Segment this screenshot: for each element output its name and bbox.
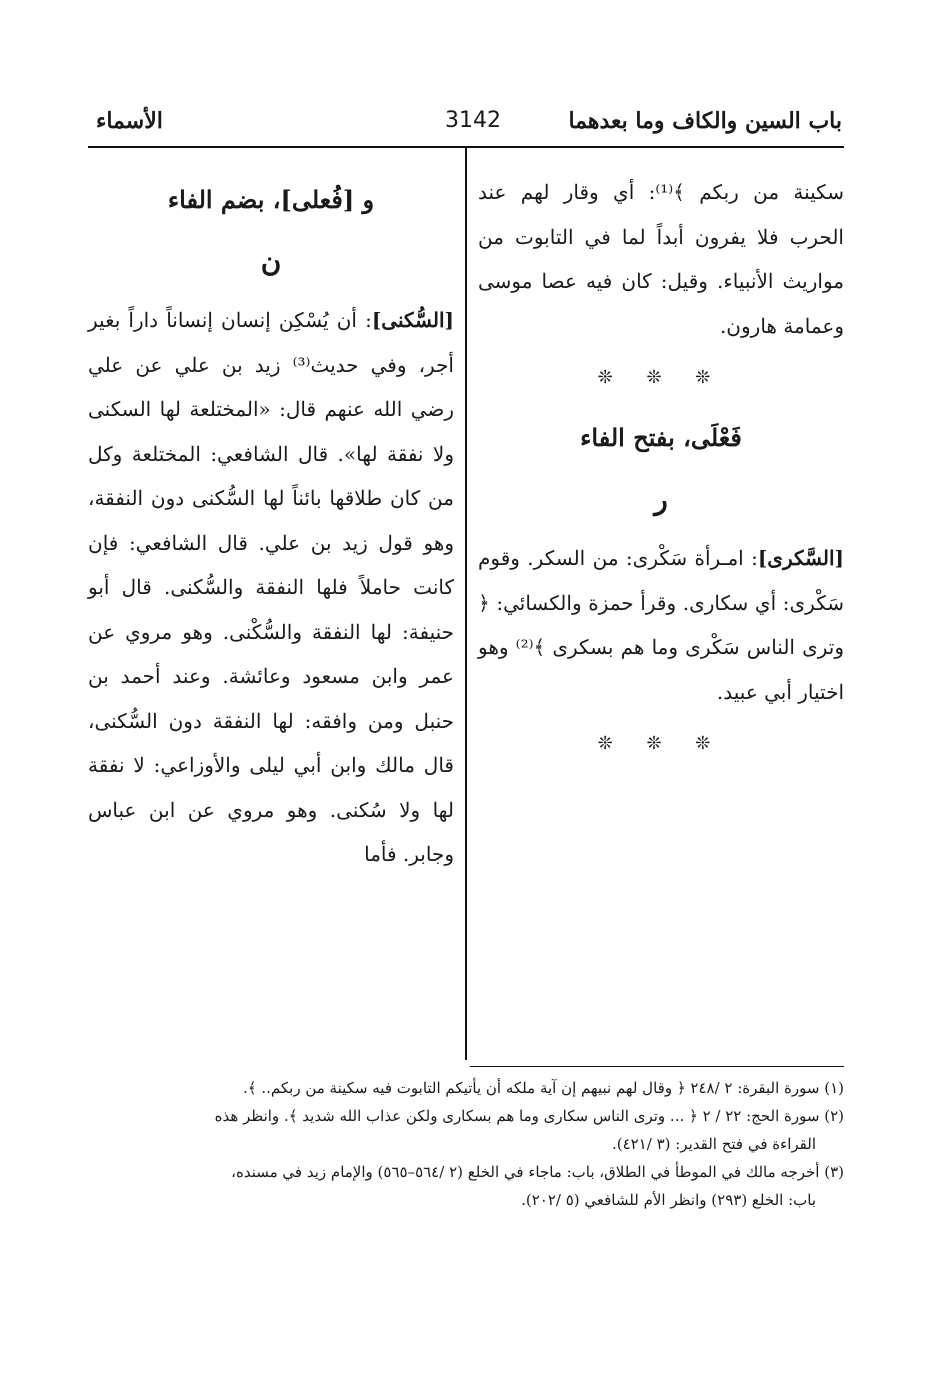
right-column <box>478 170 844 774</box>
footnote-rule <box>470 1066 844 1067</box>
intro-paragraph: سكينة من ربكم ﴾⁽¹⁾: أي وقار لهم عند الحرب فلا يفرون أبداً لما في التابوت من مواريث الأنبياء. وقيل: كان فيه عصا موسى وعمامة هارون. <box>478 180 844 338</box>
footnote-2: (٢) سورة الحج: ٢٢ / ٢ ﴿ ... وترى الناس سكارى وما هم بسكارى ولكن عذاب الله شديد ﴾. وانظر هذه <box>214 1107 844 1125</box>
section-divider-stars: ❊ ❊ ❊ <box>597 733 725 754</box>
footnote-3-continued: باب: الخلع (٢٩٣) وانظر الأم للشافعي (٥ /٢٠٢). <box>521 1191 816 1209</box>
entry-paragraph <box>478 536 844 714</box>
section-heading: فَعْلَى، بفتح الفاء <box>580 423 742 452</box>
entry-term: [السَّكرى] <box>757 546 844 570</box>
footnote-3: (٣) أخرجه مالك في الموطأ في الطلاق، باب: ماجاء في الخلع (٢ /٥٦٤–٥٦٥) والإمام زيد في مسنده، <box>231 1163 844 1181</box>
running-header-section: الأسماء <box>96 108 163 134</box>
letter-heading: ن <box>260 245 282 278</box>
footnote-1: (١) سورة البقرة: ٢ /٢٤٨ ﴿ وقال لهم نبيهم إن آية ملكه أن يأتيكم التابوت فيه سكينة من ربكم.. ﴾. <box>243 1079 844 1097</box>
page-number: 3142 <box>445 108 501 133</box>
entry-paragraph <box>88 298 454 877</box>
column-separator <box>465 148 467 1060</box>
footnotes <box>88 1074 844 1214</box>
entry-text: : أن يُسْكِن إنسان إنساناً داراً بغير أجر، وفي حديث⁽³⁾ زيد بن علي عن علي رضي الله عنهم قال: «المختلعة لها السكنى ولا نفقة لها». قال الشافعي: المختلعة وكل من كان طلاقها بائناً لها السُّكنى دون النفقة، وهو قول زيد بن علي. قال الشافعي: فإن كانت حاملاً فلها النفقة والسُّكنى. قال أبو حنيفة: لها النفقة والسُّكْنى. وهو مروي عن عمر وابن مسعود وعائشة. وعند أحمد بن حنبل ومن وافقه: لها النفقة دون السُّكنى، قال مالك وابن أبي ليلى والأوزاعي: لا نفقة لها ولا سُكنى. وهو مروي عن ابن عباس وجابر. فأما <box>88 308 454 866</box>
section-heading: و [فُعلى]، بضم الفاء <box>167 185 375 214</box>
letter-heading: ر <box>654 483 668 516</box>
running-header-chapter: باب السين والكاف وما بعدهما <box>568 108 842 134</box>
entry-term: [السُّكنى] <box>371 308 454 332</box>
section-divider-stars: ❊ ❊ ❊ <box>597 367 725 388</box>
footnote-2-continued: القراءة في فتح القدير: (٣ /٤٢١). <box>611 1135 816 1153</box>
entry-text: : امـرأة سَكْرى: من السكر. وقوم سَكْرى: أي سكارى. وقرأ حمزة والكسائي: ﴿ وترى الناس سَكْرى وما هم بسكرى ﴾⁽²⁾ وهو اختيار أبي عبيد. <box>478 546 845 704</box>
left-column <box>88 170 454 877</box>
